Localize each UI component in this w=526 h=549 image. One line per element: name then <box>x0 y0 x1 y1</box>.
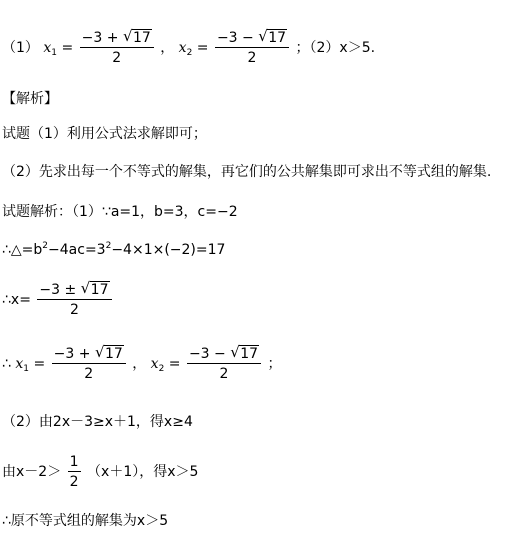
inequality2-line <box>2 454 198 490</box>
answer-comma: ， <box>160 40 175 56</box>
roots-prefix: ∴ <box>2 356 11 372</box>
roots-root1-fraction <box>52 343 126 382</box>
analysis-heading: 【解析】 <box>2 91 58 107</box>
roots-x2: x <box>150 356 159 372</box>
xformula-radicand: 17 <box>90 282 109 298</box>
roots-root2-denominator: 2 <box>219 366 229 382</box>
ineq2-prefix: 由x－2＞ <box>2 464 62 480</box>
quadratic-formula-line <box>2 279 114 318</box>
ineq2-denominator: 2 <box>69 474 79 490</box>
answer-root1-radicand: 17 <box>132 30 151 46</box>
ineq2-numerator: 1 <box>69 454 79 470</box>
answer-x2: x <box>178 40 187 56</box>
roots-root1-denominator: 2 <box>84 366 94 382</box>
delta-sup2: 2 <box>105 241 112 251</box>
roots-root2-fraction <box>187 343 261 382</box>
delta-prefix: ∴△=b <box>2 242 43 258</box>
answer-eq2: = <box>196 40 209 56</box>
roots-eq1: = <box>33 356 46 372</box>
sqrt-icon: √ 17 <box>230 343 259 362</box>
xformula-fraction <box>37 279 111 318</box>
ineq2-fraction <box>68 454 81 490</box>
sqrt-icon: √ 17 <box>258 27 287 46</box>
roots-x1-sub: 1 <box>23 364 30 374</box>
answer-x1-sub: 1 <box>51 48 58 58</box>
xformula-denominator: 2 <box>69 302 79 318</box>
roots-root1-numerator: −3 + <box>53 346 95 362</box>
delta-sup1: 2 <box>42 241 49 251</box>
hint-1: 试题（1）利用公式法求解即可； <box>2 126 207 142</box>
xformula-prefix: ∴x= <box>2 292 31 308</box>
delta-mid: −4ac=3 <box>48 242 106 258</box>
xformula-numerator: −3 ± <box>39 282 81 298</box>
roots-line <box>2 343 282 382</box>
answer-x2-sub: 2 <box>186 48 193 58</box>
roots-x2-sub: 2 <box>158 364 165 374</box>
part2-line: （2）由2x－3≥x＋1，得x≥4 <box>2 414 193 430</box>
roots-root2-numerator: −3 − <box>188 346 231 362</box>
hint-2: （2）先求出每一个不等式的解集，再它们的公共解集即可求出不等式组的解集. <box>2 164 492 180</box>
roots-end: ； <box>267 356 282 372</box>
answer-eq1: = <box>61 40 74 56</box>
roots-root2-radicand: 17 <box>240 346 259 362</box>
roots-comma: ， <box>132 356 147 372</box>
sqrt-icon: √ 17 <box>122 27 151 46</box>
solution-intro: 试题解析：（1）∵a=1，b=3，c=−2 <box>2 204 238 220</box>
discriminant-line <box>2 237 225 259</box>
answer-root1-numerator: −3 + <box>81 30 123 46</box>
conclusion-line: ∴原不等式组的解集为x＞5 <box>2 513 169 529</box>
answer-x1: x <box>43 40 52 56</box>
roots-eq2: = <box>168 356 181 372</box>
answer-root2-numerator: −3 − <box>216 30 259 46</box>
roots-root1-radicand: 17 <box>104 346 123 362</box>
answer-root2-radicand: 17 <box>268 30 287 46</box>
delta-rest: −4×1×(−2)=17 <box>111 242 226 258</box>
answer-root2-fraction <box>215 27 289 66</box>
sqrt-icon: √ 17 <box>80 279 109 298</box>
answer-line <box>2 27 376 66</box>
sqrt-icon: √ 17 <box>94 343 123 362</box>
answer-root1-fraction <box>80 27 154 66</box>
answer-root2-denominator: 2 <box>247 50 257 66</box>
answer-root1-denominator: 2 <box>112 50 122 66</box>
roots-x1: x <box>15 356 24 372</box>
answer-tail: ；（2）x＞5. <box>295 40 376 56</box>
ineq2-suffix: （x＋1），得x＞5 <box>87 464 199 480</box>
answer-part1-label: （1） <box>2 40 39 56</box>
